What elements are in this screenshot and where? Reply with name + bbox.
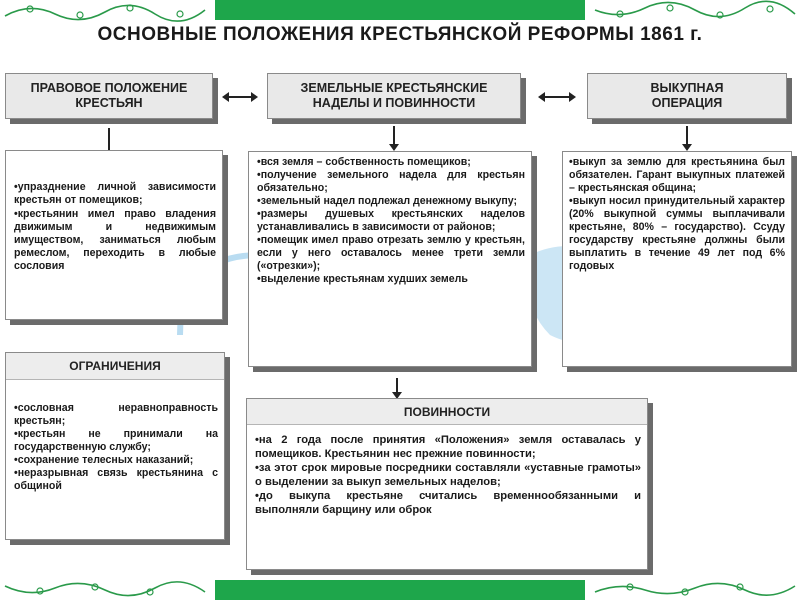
page-title: ОСНОВНЫЕ ПОЛОЖЕНИЯ КРЕСТЬЯНСКОЙ РЕФОРМЫ 1861 г.: [97, 24, 703, 45]
list-item: • выкуп носил принудительный характер (20% выкупной суммы выплачивали крестьяне, 80% – государство). Ссуду государству крестьяне должны были выплатить в течение 49 лет под 6% годовых: [569, 195, 785, 273]
list-item: • земельный надел подлежал денежному выкупу;: [257, 195, 525, 208]
redemption-header: [587, 73, 787, 119]
land-allotment-header-label: ЗЕМЕЛЬНЫЕ КРЕСТЬЯНСКИЕ НАДЕЛЫ И ПОВИННОСТИ: [300, 81, 488, 110]
list-item: • помещик имел право отрезать землю у крестьян, если у него оставалось менее трети земли («отрезки»);: [257, 234, 525, 273]
redemption-details: [562, 151, 792, 367]
list-item: • выделение крестьянам худших земель: [257, 273, 525, 286]
list-item: • до выкупа крестьяне считались временнообязанными и выполняли барщину или оброк: [255, 489, 641, 517]
down-arrow-icon: [686, 126, 688, 144]
land-allotment-details: [248, 151, 532, 367]
down-arrow-icon: [393, 126, 395, 144]
list-item: • получение земельного надела для крестьян обязательно;: [257, 169, 525, 195]
list-item: • размеры душевых крестьянских наделов устанавливались в зависимости от районов;: [257, 208, 525, 234]
duties-list: [247, 425, 647, 521]
legal-status-header-label: ПРАВОВОЕ ПОЛОЖЕНИЕ КРЕСТЬЯН: [30, 81, 188, 110]
bidirectional-arrow-icon: [544, 96, 570, 98]
redemption-list: [569, 156, 785, 273]
list-item: • за этот срок мировые посредники составляли «уставные грамоты» о выделении за выкуп земельных наделов;: [255, 461, 641, 489]
list-item: • на 2 года после принятия «Положения» земля оставалась у помещиков. Крестьянин нес прежние повинности;: [255, 433, 641, 461]
floral-ornament-icon: [0, 0, 210, 22]
restrictions-box: [5, 352, 225, 540]
restrictions-title: ОГРАНИЧЕНИЯ: [6, 353, 224, 380]
list-item: • вся земля – собственность помещиков;: [257, 156, 525, 169]
bidirectional-arrow-icon: [228, 96, 252, 98]
top-green-bar: [215, 0, 585, 20]
floral-ornament-icon: [590, 578, 800, 600]
down-arrow-icon: [108, 128, 110, 150]
floral-ornament-icon: [590, 0, 800, 22]
restrictions-list: [6, 380, 224, 497]
land-allotment-header: [267, 73, 521, 119]
list-item: • неразрывная связь крестьянина с общиной: [14, 467, 218, 493]
bottom-green-bar: [215, 580, 585, 600]
legal-status-header: [5, 73, 213, 119]
duties-title: ПОВИННОСТИ: [247, 399, 647, 425]
list-item: • крестьян не принимали на государственную службу;: [14, 428, 218, 454]
land-allotment-list: [257, 156, 525, 286]
legal-status-details: [5, 150, 223, 320]
redemption-header-label: ВЫКУПНАЯ ОПЕРАЦИЯ: [650, 81, 724, 110]
list-item: • упразднение личной зависимости крестьян от помещиков;: [14, 181, 216, 207]
floral-ornament-icon: [0, 578, 210, 600]
legal-status-list: [14, 181, 216, 273]
list-item: • выкуп за землю для крестьянина был обязателен. Гарант выкупных платежей – крестьянская община;: [569, 156, 785, 195]
list-item: • крестьянин имел право владения движимым и недвижимым имуществом, заниматься любым ремеслом, переходить в любые сословия: [14, 208, 216, 273]
duties-box: [246, 398, 648, 570]
list-item: • сохранение телесных наказаний;: [14, 454, 218, 467]
down-arrow-icon: [396, 378, 398, 392]
list-item: • сословная неравноправность крестьян;: [14, 402, 218, 428]
